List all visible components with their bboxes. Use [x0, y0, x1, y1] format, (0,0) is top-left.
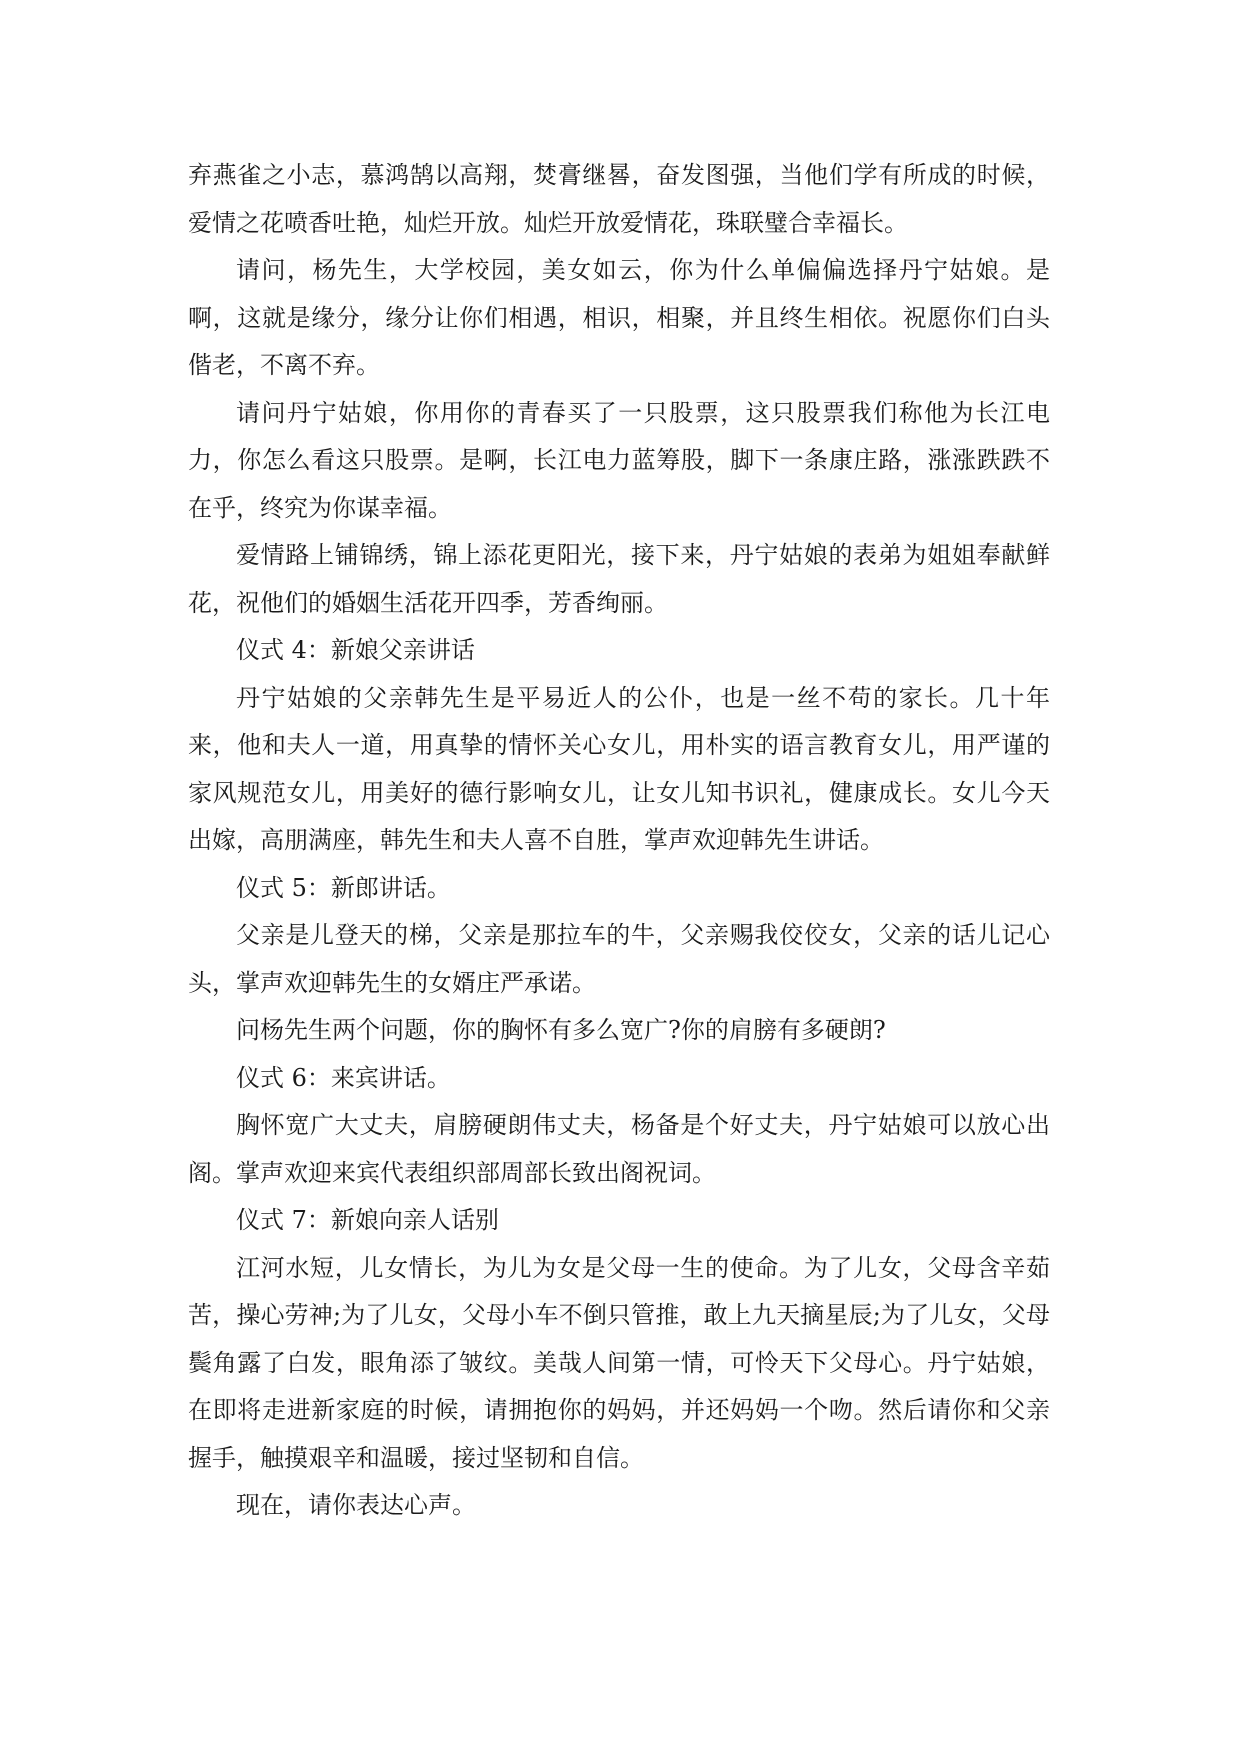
- paragraph-farewell: 江河水短，儿女情长，为儿为女是父母一生的使命。为了儿女，父母含辛茹苦，操心劳神;为了儿女，父母小车不倒只管推，敢上九天摘星辰;为了儿女，父母鬓角露了白发，眼角添了皱纹。美哉人间第一情，可怜天下父母心。丹宁姑娘，在即将走进新家庭的时候，请拥抱你的妈妈，并还妈妈一个吻。然后请你和父亲握手，触摸艰辛和温暖，接过坚韧和自信。: [188, 1253, 1050, 1472]
- section-heading-ceremony-5: 仪式 5：新郎讲话。: [236, 873, 451, 902]
- section-heading-ceremony-4: 仪式 4：新娘父亲讲话: [236, 636, 475, 664]
- paragraph-closing: 现在，请你表达心声。: [236, 1491, 476, 1519]
- section-heading-ceremony-6: 仪式 6：来宾讲话。: [236, 1063, 451, 1092]
- section-heading-ceremony-7: 仪式 7：新娘向亲人话别: [236, 1206, 499, 1234]
- paragraph-question-bride: 请问丹宁姑娘，你用你的青春买了一只股票，这只股票我们称他为长江电力，你怎么看这只股票。是啊，长江电力蓝筹股，脚下一条康庄路，涨涨跌跌不在乎，终究为你谋幸福。: [188, 398, 1050, 522]
- paragraph-question-groom: 请问，杨先生，大学校园，美女如云，你为什么单偏偏选择丹宁姑娘。是啊，这就是缘分，缘分让你们相遇，相识，相聚，并且终生相依。祝愿你们白头偕老，不离不弃。: [188, 256, 1050, 379]
- document-body: [188, 152, 1050, 1530]
- paragraph-flowers: 爱情路上铺锦绣，锦上添花更阳光，接下来，丹宁姑娘的表弟为姐姐奉献鲜花，祝他们的婚姻生活花开四季，芳香绚丽。: [188, 541, 1050, 617]
- paragraph-groom-questions: 问杨先生两个问题，你的胸怀有多么宽广?你的肩膀有多硬朗?: [236, 1016, 886, 1044]
- paragraph-continued: 弃燕雀之小志，慕鸿鹄以高翔，焚膏继晷，奋发图强，当他们学有所成的时候，爱情之花喷香吐艳，灿烂开放。灿烂开放爱情花，珠联璧合幸福长。: [188, 161, 1050, 237]
- paragraph-bride-father: 丹宁姑娘的父亲韩先生是平易近人的公仆，也是一丝不苟的家长。几十年来，他和夫人一道，用真挚的情怀关心女儿，用朴实的语言教育女儿，用严谨的家风规范女儿，用美好的德行影响女儿，让女儿知书识礼，健康成长。女儿今天出嫁，高朋满座，韩先生和夫人喜不自胜，掌声欢迎韩先生讲话。: [188, 683, 1050, 854]
- paragraph-groom-intro: 父亲是儿登天的梯，父亲是那拉车的牛，父亲赐我佼佼女，父亲的话儿记心头，掌声欢迎韩先生的女婿庄严承诺。: [188, 921, 1050, 997]
- paragraph-guest-speech: 胸怀宽广大丈夫，肩膀硬朗伟丈夫，杨备是个好丈夫，丹宁姑娘可以放心出阁。掌声欢迎来宾代表组织部周部长致出阁祝词。: [188, 1111, 1050, 1187]
